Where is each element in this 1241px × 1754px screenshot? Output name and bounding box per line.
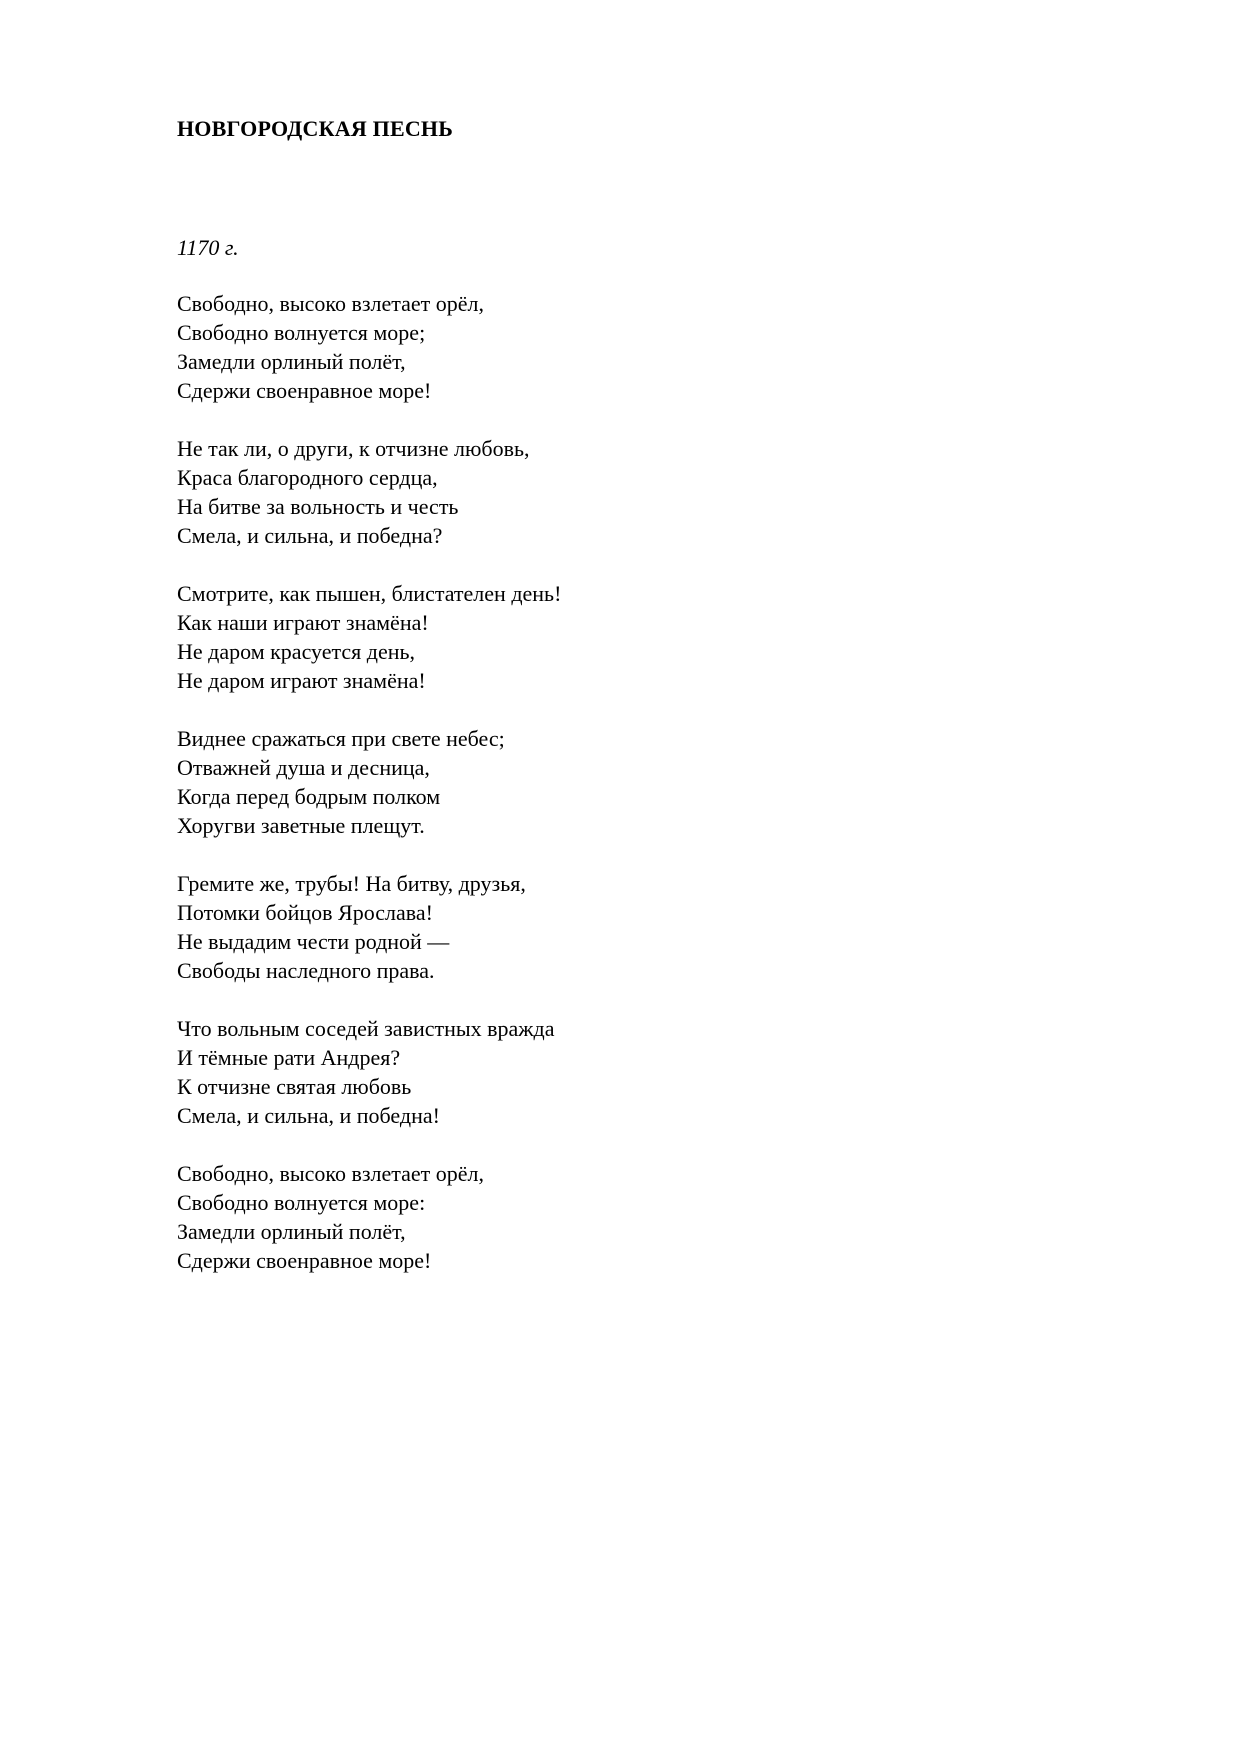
poem-date: 1170 г. (177, 235, 239, 260)
stanza (177, 1014, 1077, 1130)
poem-line: Смотрите, как пышен, блистателен день! (177, 581, 562, 606)
poem-line: Не так ли, о други, к отчизне любовь, (177, 436, 530, 461)
poem-title: НОВГОРОДСКАЯ ПЕСНЬ (177, 116, 453, 141)
poem-line: Сдержи своенравное море! (177, 378, 432, 403)
stanza (177, 579, 1077, 695)
stanza (177, 1159, 1077, 1275)
poem-line: Потомки бойцов Ярослава! (177, 900, 433, 925)
poem-line: Замедли орлиный полёт, (177, 1219, 406, 1244)
poem-line: Что вольным соседей завистных вражда (177, 1016, 555, 1041)
poem-line: Отважней душа и десница, (177, 755, 430, 780)
poem-line: Свободно волнуется море; (177, 320, 426, 345)
poem-line: Краса благородного сердца, (177, 465, 438, 490)
poem-line: И тёмные рати Андрея? (177, 1045, 401, 1070)
stanza (177, 434, 1077, 550)
poem-line: Сдержи своенравное море! (177, 1248, 432, 1273)
poem-line: Замедли орлиный полёт, (177, 349, 406, 374)
poem-line: Свободы наследного права. (177, 958, 435, 983)
poem-body (177, 289, 1077, 1304)
poem-line: Гремите же, трубы! На битву, друзья, (177, 871, 526, 896)
stanza (177, 869, 1077, 985)
poem-line: Свободно волнуется море: (177, 1190, 426, 1215)
poem-line: На битве за вольность и честь (177, 494, 459, 519)
poem-line: Свободно, высоко взлетает орёл, (177, 1161, 485, 1186)
poem-line: К отчизне святая любовь (177, 1074, 412, 1099)
stanza (177, 289, 1077, 405)
poem-line: Когда перед бодрым полком (177, 784, 441, 809)
poem-line: Не выдадим чести родной — (177, 929, 450, 954)
poem-line: Не даром красуется день, (177, 639, 416, 664)
poem-line: Как наши играют знамёна! (177, 610, 429, 635)
poem-line: Смела, и сильна, и победна! (177, 1103, 440, 1128)
poem-line: Хоругви заветные плещут. (177, 813, 425, 838)
poem-line: Свободно, высоко взлетает орёл, (177, 291, 485, 316)
poem-line: Виднее сражаться при свете небес; (177, 726, 505, 751)
stanza (177, 724, 1077, 840)
poem-line: Смела, и сильна, и победна? (177, 523, 443, 548)
poem-line: Не даром играют знамёна! (177, 668, 426, 693)
